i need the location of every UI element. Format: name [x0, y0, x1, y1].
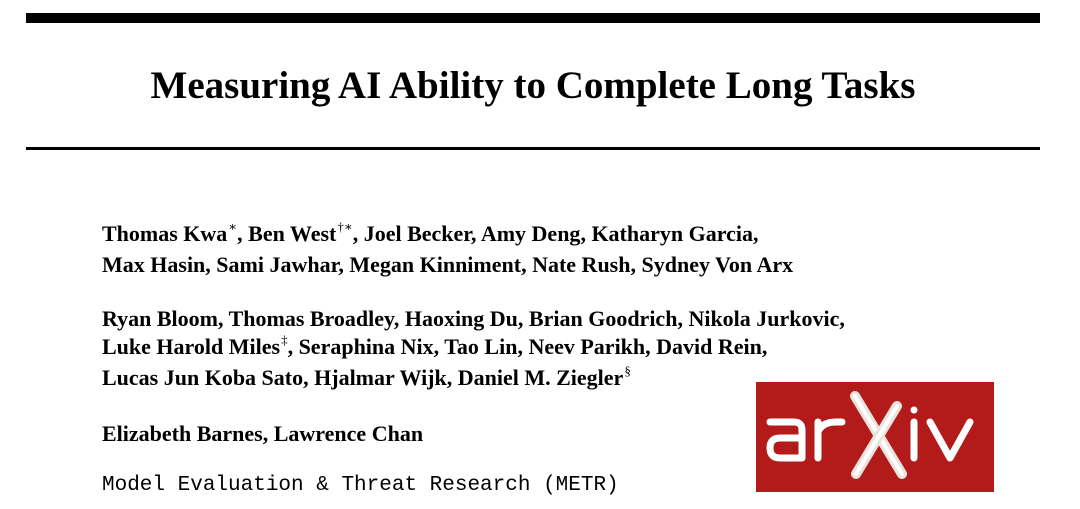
author-name: Ben West — [248, 221, 337, 246]
author-name: Haoxing Du — [404, 306, 518, 331]
author-separator: , — [839, 306, 845, 331]
affiliation: Model Evaluation & Threat Research (METR) — [102, 474, 619, 497]
author-separator: , — [338, 252, 350, 277]
author-separator: , — [217, 306, 229, 331]
author-group-1 — [102, 220, 793, 279]
author-separator: , — [521, 252, 533, 277]
author-line — [102, 333, 845, 364]
author-footnote-mark: †∗ — [337, 219, 353, 234]
author-name: Max Hasin — [102, 252, 206, 277]
author-footnote-mark: ∗ — [228, 219, 238, 234]
author-footnote-mark: ‡ — [281, 332, 288, 347]
author-name: Amy Deng — [480, 221, 581, 246]
author-separator: , — [630, 252, 642, 277]
author-name: Sami Jawhar — [216, 252, 339, 277]
author-separator: , — [433, 334, 445, 359]
author-separator: , — [205, 252, 217, 277]
author-name: Brian Goodrich — [528, 306, 678, 331]
author-name: Tao Lin — [444, 334, 518, 359]
author-separator: , — [517, 334, 529, 359]
author-group-3 — [102, 420, 423, 448]
author-name: Hjalmar Wijk — [314, 365, 447, 390]
author-separator: , — [645, 334, 657, 359]
author-name: Luke Harold Miles — [102, 334, 281, 359]
author-name: Sydney Von Arx — [641, 252, 794, 277]
author-separator: , — [303, 365, 315, 390]
author-name: Neev Parikh — [528, 334, 646, 359]
author-line — [102, 305, 845, 333]
author-name: Thomas Broadley — [228, 306, 394, 331]
author-line — [102, 220, 793, 251]
author-name: Lawrence Chan — [273, 421, 424, 446]
author-separator: , — [287, 334, 299, 359]
title-bottom-rule — [26, 147, 1040, 150]
author-separator: , — [352, 221, 364, 246]
author-separator: , — [237, 221, 249, 246]
author-group-2 — [102, 305, 845, 395]
author-separator: , — [580, 221, 592, 246]
author-line — [102, 364, 845, 395]
author-name: Megan Kinniment — [349, 252, 522, 277]
author-name: Seraphina Nix — [298, 334, 434, 359]
author-name: Elizabeth Barnes — [102, 421, 263, 446]
author-separator: , — [517, 306, 529, 331]
author-name: Nikola Jurkovic — [688, 306, 840, 331]
author-name: Thomas Kwa — [102, 221, 228, 246]
arxiv-logo[interactable] — [756, 382, 994, 492]
author-name: Ryan Bloom — [102, 306, 218, 331]
author-name: David Rein — [656, 334, 762, 359]
author-line — [102, 251, 793, 279]
author-separator: , — [393, 306, 405, 331]
arxiv-logo-graphic — [756, 382, 994, 492]
author-name: Nate Rush — [532, 252, 631, 277]
author-name: Joel Becker — [363, 221, 472, 246]
author-name: Katharyn Garcia — [591, 221, 753, 246]
author-separator: , — [752, 221, 759, 246]
author-footnote-mark: § — [624, 363, 631, 378]
author-separator: , — [677, 306, 689, 331]
author-separator: , — [761, 334, 768, 359]
author-separator: , — [262, 421, 274, 446]
top-rule — [26, 13, 1040, 23]
author-name: Daniel M. Ziegler — [457, 365, 624, 390]
author-separator: , — [446, 365, 458, 390]
paper-title: Measuring AI Ability to Complete Long Tasks — [150, 64, 916, 107]
author-name: Lucas Jun Koba Sato — [102, 365, 304, 390]
author-separator: , — [471, 221, 481, 246]
author-line — [102, 420, 423, 448]
